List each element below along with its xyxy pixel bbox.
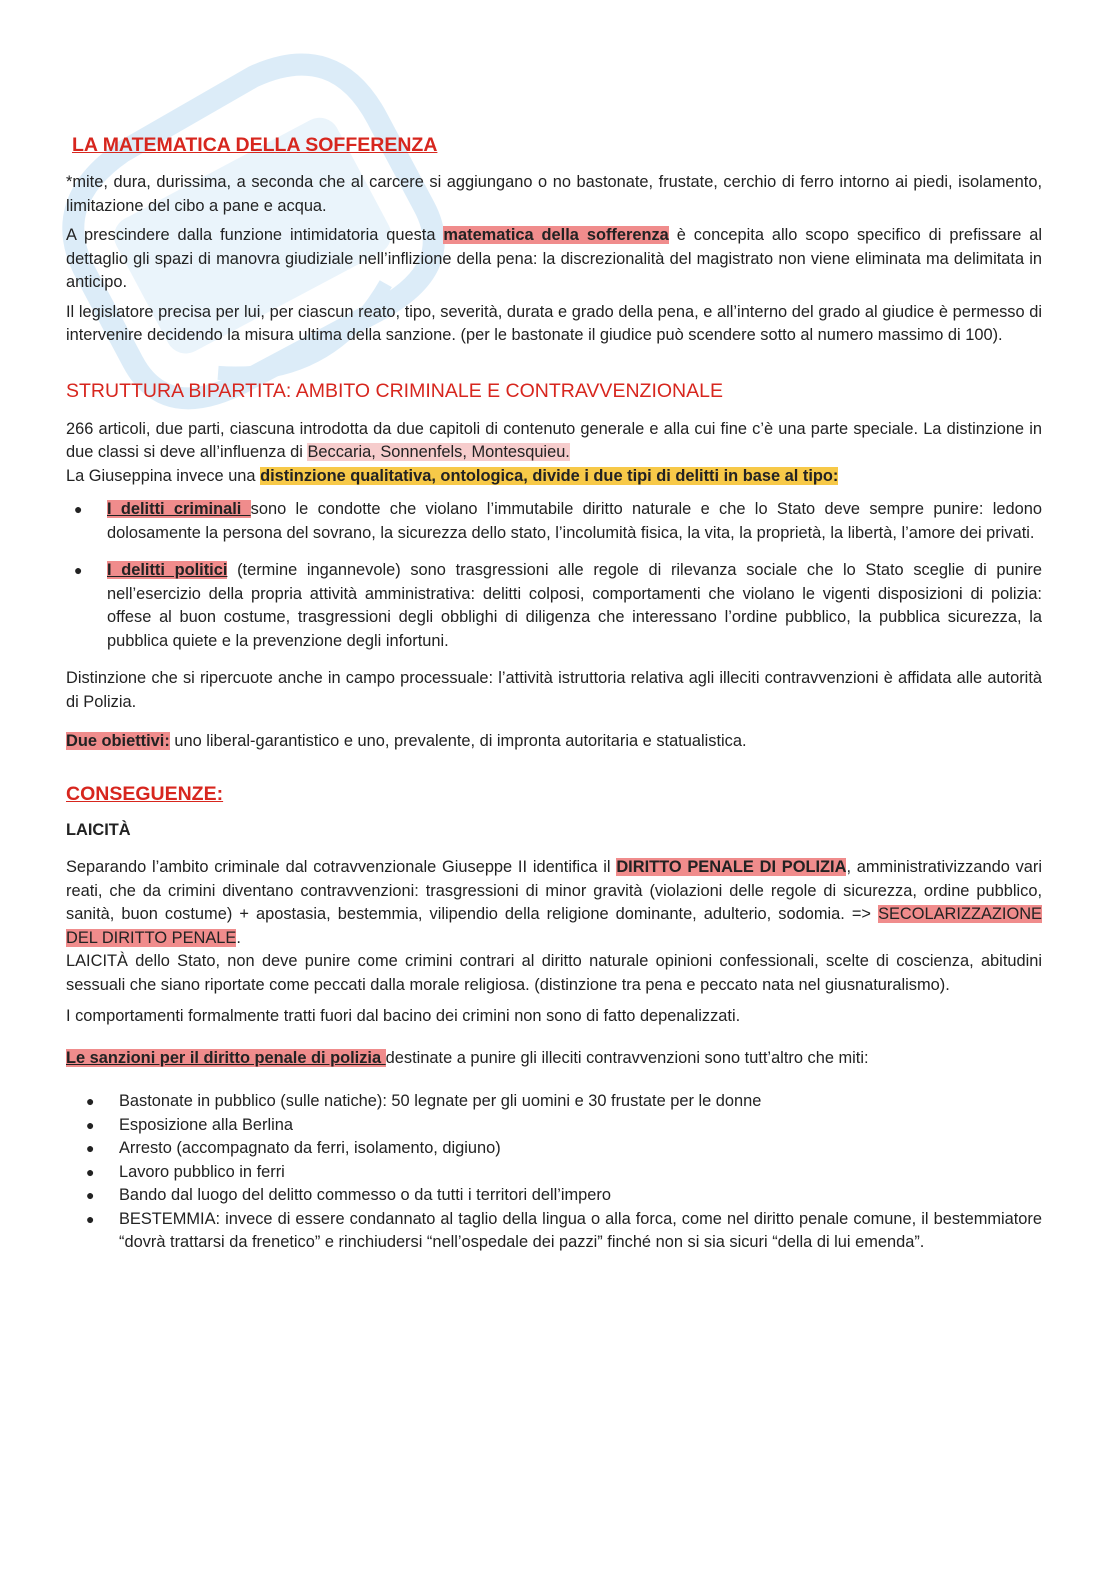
highlight: DIRITTO PENALE DI POLIZIA bbox=[616, 858, 847, 876]
bullet-icon: ● bbox=[86, 1116, 95, 1133]
list-item: ● I delitti criminali sono le condotte che violano l’immutabile diritto naturale e che lo Stato deve sempre punire: ledono dolosamente la persona del sovrano, la sicurezza dello stato, l’incolumità fisica, la vita, la proprietà, la libertà, l’amore dei privati. bbox=[74, 500, 1042, 542]
highlight: SECOLARIZZAZIONE DEL DIRITTO PENALE bbox=[66, 905, 1042, 947]
paragraph: Separando l’ambito criminale dal cotravvenzionale Giuseppe II identifica il DIRITTO PENALE DI POLIZIA, amministrativizzando vari reati, che da crimini diventano contravvenzioni: trasgressioni di minor gravità (violazioni delle regole di sicurezza, ordine pubblico, sanità, buon costume) + apostasia, bestemmia, vilipendio della religione dominante, adulterio, sodomia. => SECOLARIZZAZIONE DEL DIRITTO PENALE. bbox=[66, 858, 1042, 947]
paragraph: Le sanzioni per il diritto penale di polizia destinate a punire gli illeciti contravvenzioni sono tutt’altro che miti: bbox=[66, 1048, 869, 1067]
list-item: ● Lavoro pubblico in ferri bbox=[66, 1161, 1042, 1185]
highlight: Beccaria, Sonnenfels, Montesquieu. bbox=[307, 443, 570, 461]
list-item: ● Bastonate in pubblico (sulle natiche): 50 legnate per gli uomini e 30 frustate per le donne bbox=[66, 1090, 1042, 1114]
bullet-icon: ● bbox=[86, 1210, 95, 1227]
highlight: Due obiettivi: bbox=[66, 732, 170, 750]
list-item: ● Bando dal luogo del delitto commesso o da tutti i territori dell’impero bbox=[66, 1184, 1042, 1208]
bullet-icon: ● bbox=[74, 562, 83, 578]
highlight: Le sanzioni per il diritto penale di polizia bbox=[66, 1048, 386, 1067]
bullet-icon: ● bbox=[86, 1093, 95, 1109]
section-title-matematica: LA MATEMATICA DELLA SOFFERENZA bbox=[72, 134, 438, 156]
highlight: matematica della sofferenza bbox=[443, 226, 669, 244]
paragraph: LAICITÀ dello Stato, non deve punire come crimini contrari al diritto naturale opinioni confessionali, scelte di coscienza, abitudini sessuali che siano riportate come peccati dalla morale religiosa. (distinzione tra pena e peccato nata nel giusnaturalismo). bbox=[66, 952, 1042, 994]
paragraph: 266 articoli, due parti, ciascuna introdotta da due capitoli di contenuto generale e alla cui fine c’è una parte speciale. La distinzione in due classi si deve all’influenza di Beccaria, Sonnenfels, Montesquieu. La Giuseppina invece una distinzione qualitativa, ontologica, divide i due tipi di delitti in base al tipo: bbox=[66, 419, 1042, 485]
document-page bbox=[66, 130, 1042, 1255]
bullet-list bbox=[66, 1090, 1042, 1255]
subtitle-laicita: LAICITÀ bbox=[66, 820, 131, 839]
highlight: distinzione qualitativa, ontologica, divide i due tipi di delitti in base al tipo: bbox=[260, 466, 839, 485]
paragraph: A prescindere dalla funzione intimidatoria questa matematica della sofferenza è concepita allo scopo specifico di prefissare al dettaglio gli spazi di manovra giudiziale nell’inflizione della pena: la discrezionalità del magistrato non viene eliminata ma delimitata in anticipo. bbox=[66, 226, 1043, 291]
bullet-list bbox=[66, 498, 1042, 653]
paragraph: I comportamenti formalmente tratti fuori dal bacino dei crimini non sono di fatto depenalizzati. bbox=[66, 1007, 741, 1025]
highlight: I delitti politici bbox=[107, 561, 228, 579]
bullet-icon: ● bbox=[74, 501, 83, 517]
paragraph: *mite, dura, durissima, a seconda che al carcere si aggiungano o no bastonate, frustate, cerchio di ferro intorno ai piedi, isolamento, limitazione del cibo a pane e acqua. bbox=[66, 173, 1042, 215]
paragraph: Il legislatore precisa per lui, per ciascun reato, tipo, severità, durata e grado della pena, e all’interno del grado al giudice è permesso di intervenire decidendo la misura ultima della sanzione. (per le bastonate il giudice può scendere sotto al numero massimo di 100). bbox=[66, 302, 1042, 344]
list-item: ● BESTEMMIA: invece di essere condannato al taglio della lingua o alla forca, come nel diritto penale comune, il bestemmiatore “dovrà trattarsi da frenetico” e rinchiudersi “nell’ospedale dei pazzi” finché non si sia sicuri “della di lui emenda”. bbox=[86, 1209, 1042, 1251]
section-title-conseguenze: CONSEGUENZE: bbox=[66, 782, 224, 805]
bullet-icon: ● bbox=[86, 1187, 95, 1203]
list-item: ● Arresto (accompagnato da ferri, isolamento, digiuno) bbox=[66, 1137, 1042, 1161]
highlight: I delitti criminali bbox=[107, 500, 251, 518]
bullet-icon: ● bbox=[86, 1163, 95, 1180]
paragraph: Distinzione che si ripercuote anche in campo processuale: l’attività istruttoria relativa agli illeciti contravvenzioni è affidata alle autorità di Polizia. bbox=[66, 669, 1042, 711]
list-item: ● I delitti politici (termine ingannevole) sono trasgressioni alle regole di rilevanza sociale che lo Stato sceglie di punire nell’esercizio della propria attività amministrativa: delitti colposi, comportamenti che violano le vigenti disposizioni di polizia: offese al buon costume, trasgressioni degli obblighi di diligenza che interessano l’ordine pubblico, la pubblica sicurezza, la pubblica quiete e la prevenzione degli infortuni. bbox=[74, 561, 1042, 650]
section-title-struttura: STRUTTURA BIPARTITA: AMBITO CRIMINALE E CONTRAVVENZIONALE bbox=[66, 379, 723, 402]
list-item: ● Esposizione alla Berlina bbox=[66, 1114, 1042, 1138]
bullet-icon: ● bbox=[86, 1140, 95, 1156]
paragraph: Due obiettivi: uno liberal-garantistico e uno, prevalente, di impronta autoritaria e statualistica. bbox=[66, 732, 747, 750]
